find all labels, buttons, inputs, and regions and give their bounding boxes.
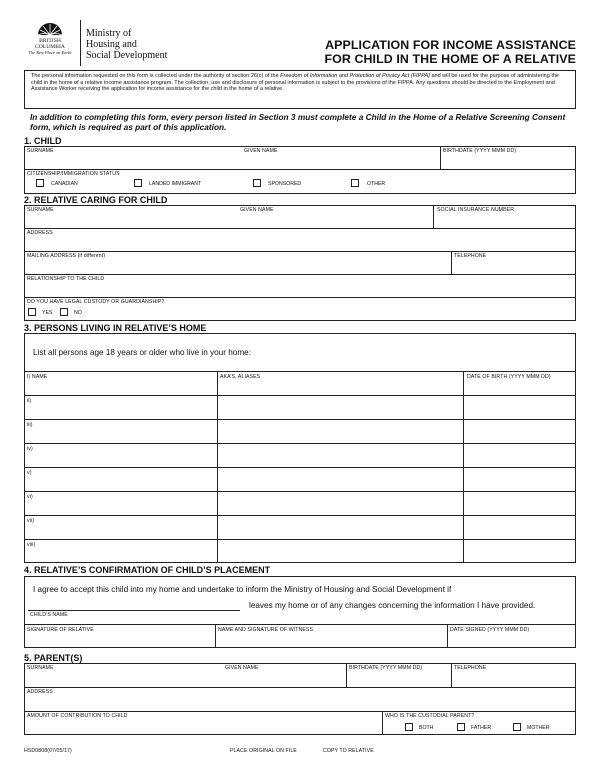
persons-row[interactable]: v): [27, 470, 32, 476]
divider: [215, 624, 216, 648]
persons-row[interactable]: iii): [27, 422, 33, 428]
divider: [451, 663, 452, 687]
persons-row[interactable]: vii): [27, 518, 35, 524]
mother-label: MOTHER: [527, 725, 550, 731]
relative-mailing-address-field[interactable]: MAILING ADDRESS (if different): [27, 253, 106, 259]
sponsored-label: SPONSORED: [268, 181, 302, 187]
both-label: BOTH: [419, 725, 434, 731]
checkbox-custody-yes[interactable]: [28, 308, 36, 316]
divider: [24, 624, 576, 625]
yes-label: YES: [42, 310, 53, 316]
relative-address-field[interactable]: ADDRESS: [27, 230, 53, 236]
ministry-name: [86, 28, 167, 61]
contribution-field[interactable]: AMOUNT OF CONTRIBUTION TO CHILD: [27, 713, 128, 719]
relationship-field[interactable]: RELATIONSHIP TO THE CHILD: [27, 276, 105, 282]
ministry-line-3: Social Development: [86, 50, 168, 61]
child-given-name-field[interactable]: GIVEN NAME: [244, 148, 278, 154]
privacy-notice: [24, 70, 576, 109]
witness-field[interactable]: NAME AND SIGNATURE OF WITNESS: [218, 627, 314, 633]
logo-divider: [80, 20, 81, 66]
divider: [382, 711, 383, 735]
relative-telephone-field[interactable]: TELEPHONE: [454, 253, 487, 259]
divider: [24, 491, 576, 492]
father-label: FATHER: [471, 725, 492, 731]
other-label: OTHER: [367, 181, 386, 187]
childs-name-line[interactable]: [28, 610, 240, 611]
custody-question: DO YOU HAVE LEGAL CUSTODY OR GUARDIANSHIP?: [27, 299, 165, 305]
date-signed-field[interactable]: DATE SIGNED (YYYY MMM DD): [450, 627, 530, 633]
divider: [24, 228, 576, 229]
checkbox-other[interactable]: [351, 179, 359, 187]
divider: [24, 274, 576, 275]
relative-sin-field[interactable]: SOCIAL INSURANCE NUMBER: [437, 207, 515, 213]
checkbox-landed-immigrant[interactable]: [134, 179, 142, 187]
checkbox-canadian[interactable]: [36, 179, 44, 187]
divider: [24, 443, 576, 444]
checkbox-sponsored[interactable]: [253, 179, 261, 187]
divider: [24, 251, 576, 252]
section-3-table: [24, 333, 576, 563]
checkbox-mother[interactable]: [513, 723, 521, 731]
landed-immigrant-label: LANDED IMMIGRANT: [149, 181, 202, 187]
child-surname-field[interactable]: SURNAME: [27, 148, 54, 154]
section-5-heading: 5. PARENT(S): [24, 653, 83, 663]
persons-aka-header: AKA’S, ALIASES: [220, 374, 261, 380]
parent-telephone-field[interactable]: TELEPHONE: [454, 665, 487, 671]
checkbox-father[interactable]: [457, 723, 465, 731]
logo-text: [26, 38, 74, 56]
ministry-line-1: Ministry of: [86, 28, 132, 39]
divider: [451, 251, 452, 274]
copy-to-relative-note: COPY TO RELATIVE: [323, 748, 374, 754]
relative-given-name-field[interactable]: GIVEN NAME: [240, 207, 274, 213]
section-5-table: [24, 663, 576, 735]
divider: [346, 663, 347, 687]
citizenship-label: CITIZENSHIP/IMMIGRATION STATUS: [27, 171, 120, 177]
divider: [24, 169, 576, 170]
no-label: NO: [74, 310, 82, 316]
childs-name-label: CHILD’S NAME: [30, 612, 68, 618]
persons-row[interactable]: ii): [27, 398, 32, 404]
title-line-1: APPLICATION FOR INCOME ASSISTANCE: [325, 38, 576, 52]
place-original-note: PLACE ORIGINAL ON FILE: [230, 748, 297, 754]
privacy-text-1: The personal information requested on this form is collected under the authority of section 26(c) of the: [31, 73, 281, 79]
bc-sun-logo: [37, 20, 63, 36]
divider: [433, 205, 434, 228]
persons-row[interactable]: vi): [27, 494, 33, 500]
logo-line-1: BRITISH: [39, 38, 61, 44]
parent-birthdate-field[interactable]: BIRTHDATE (YYYY MMM DD): [349, 665, 423, 671]
persons-row[interactable]: iv): [27, 446, 33, 452]
section-3-instruction: List all persons age 18 years or older who live in your home:: [33, 348, 251, 357]
agreement-text: I agree to accept this child into my home and undertake to inform the Ministry of Housing and Social Development if: [33, 585, 452, 594]
section-1-heading: 1. CHILD: [24, 136, 62, 146]
divider: [24, 419, 576, 420]
checkbox-custody-no[interactable]: [60, 308, 68, 316]
divider: [24, 297, 576, 298]
persons-dob-header: DATE OF BIRTH (YYYY MMM DD): [467, 374, 551, 380]
parent-address-field[interactable]: ADDRESS: [27, 689, 53, 695]
section-3-heading: 3. PERSONS LIVING IN RELATIVE’S HOME: [24, 323, 207, 333]
divider: [440, 146, 441, 169]
divider: [24, 467, 576, 468]
divider: [447, 624, 448, 648]
parent-surname-field[interactable]: SURNAME: [27, 665, 54, 671]
section-4-heading: 4. RELATIVE’S CONFIRMATION OF CHILD’S PLACEMENT: [24, 565, 271, 575]
persons-name-header[interactable]: I) NAME: [27, 374, 48, 380]
divider: [24, 687, 576, 688]
custodial-parent-question: WHO IS THE CUSTODIAL PARENT?: [385, 713, 475, 719]
privacy-act-name: Freedom of Information and Protection of Privacy Act (FIPPA): [280, 73, 430, 79]
persons-row[interactable]: viii): [27, 542, 36, 548]
divider: [24, 711, 576, 712]
logo-line-2: COLUMBIA: [35, 44, 65, 50]
relative-surname-field[interactable]: SURNAME: [27, 207, 54, 213]
agreement-text-2: leaves my home or of any changes concerning the information I have provided.: [249, 601, 536, 610]
section-2-heading: 2. RELATIVE CARING FOR CHILD: [24, 195, 168, 205]
intro-instructions: In addition to completing this form, every person listed in Section 3 must complete a Child in the Home of a Relative Screening Consent form, which is required as part of this application.: [30, 112, 566, 132]
parent-given-name-field[interactable]: GIVEN NAME: [225, 665, 259, 671]
canadian-label: CANADIAN: [51, 181, 78, 187]
divider: [24, 515, 576, 516]
checkbox-both[interactable]: [405, 723, 413, 731]
divider: [24, 395, 576, 396]
form-number: HSD0808(07/05/17): [24, 748, 72, 754]
divider: [24, 371, 576, 372]
form-title: [324, 38, 576, 66]
logo-tagline: The Best Place on Earth: [28, 50, 72, 55]
child-birthdate-field[interactable]: BIRTHDATE (YYYY MMM DD): [443, 148, 517, 154]
title-line-2: FOR CHILD IN THE HOME OF A RELATIVE: [324, 52, 576, 66]
privacy-text-2: and will be used for the purpose of administering the child in the home of a relative income assistance program. The collection, use and disclosure of personal information is subject to the provisions of the FIPPA. Any questions should be directed to the Employment and Assistance Worker receiving the application for income assistance for the child in the home of a relative.: [31, 73, 559, 93]
signature-of-relative-field[interactable]: SIGNATURE OF RELATIVE: [27, 627, 94, 633]
ministry-line-2: Housing and: [86, 39, 137, 50]
divider: [24, 539, 576, 540]
